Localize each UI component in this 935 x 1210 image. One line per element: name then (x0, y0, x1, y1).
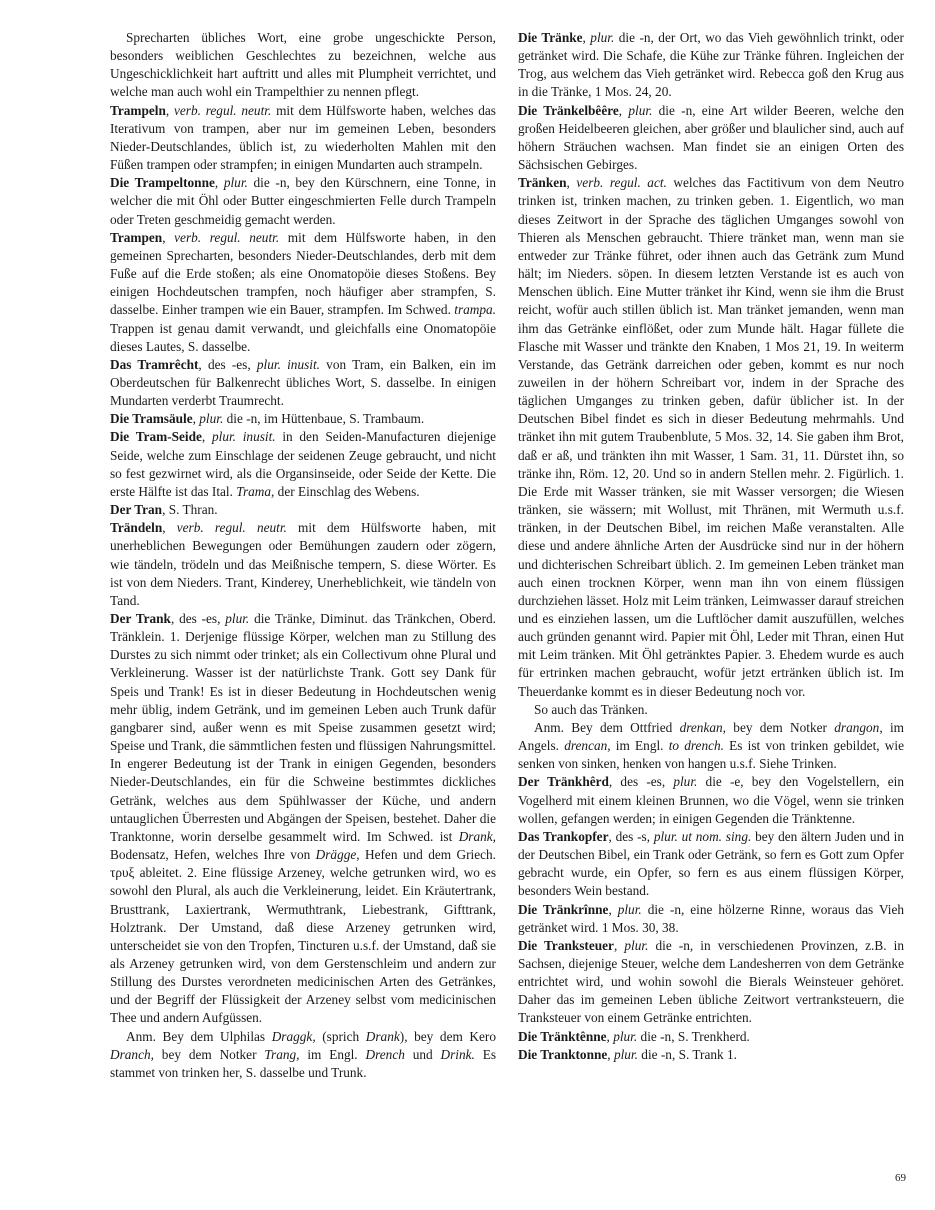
entry-text: die -n, eine Art wilder Beeren, welche den großen Heidelbeeren gleichen, aber größer und blaulicher sind, auch auf höhern Sträuchen wachsen. Man findet sie an einigen Orten des Sächsischen Gebirges. (518, 102, 904, 173)
page-number: 69 (895, 1172, 906, 1184)
italic-text: plur. (613, 1028, 638, 1044)
entry-text: bey den ältern Juden und in der Deutschen Bibel, ein Trank oder Getränk, so fern es Gott zum Opfer gebracht wurde, ein Opfer, so fern es aus einem flüssigen Körper, besonders Wein bestand. (518, 828, 905, 899)
dictionary-entry (518, 773, 904, 827)
entry-text: im Engl. (299, 1046, 366, 1062)
italic-text: plur. (624, 937, 649, 953)
italic-text: verb. regul. neutr. (174, 229, 280, 245)
entry-text: , (618, 102, 629, 118)
italic-text: plur. (617, 901, 642, 917)
headword: Die Tram-Seide (110, 429, 202, 445)
dictionary-entry (518, 1046, 904, 1064)
italic-text: Trama, (236, 483, 275, 499)
italic-text: plur. (199, 411, 224, 427)
entry-text: die -n, S. Trank 1. (637, 1046, 737, 1062)
dictionary-entry (110, 410, 496, 428)
entry-text: , (165, 102, 174, 118)
dictionary-entry (518, 828, 904, 901)
headword: Die Trampeltonne (110, 175, 215, 191)
entry-text: , (607, 1046, 614, 1062)
entry-text: die -n, S. Trenkherd. (637, 1028, 750, 1044)
entry-text: der Einschlag des Webens. (274, 483, 420, 499)
italic-text: drenkan, (679, 719, 726, 735)
entry-text: im Angels. (518, 719, 904, 754)
entry-text: , des -es, (608, 774, 674, 790)
headword: Trändeln (110, 520, 163, 536)
entry-text: , (162, 520, 177, 536)
entry-text: in den Seiden-Manufacturen diejenige Seide, welche zum Einschlage der seidenen Zeuge gebraucht, und nicht so fest gezwirnet wird, als die Organsinseide, oder Seide der Kette. Die erste Hälfte ist das Ital. (110, 429, 496, 499)
entry-text: , (606, 1028, 614, 1044)
italic-text: plur. (223, 175, 248, 191)
italic-text: Trang, (264, 1046, 300, 1062)
entry-text: von Tram, ein Balken, ein im Oberdeutschen für Balkenrecht übliches Wort, S. dasselbe. In einigen Mundarten verderbt Traumrecht. (110, 356, 497, 409)
entry-text: , S. Thran. (162, 502, 218, 518)
entry-text: ), bey dem Kero (399, 1028, 496, 1044)
entry-text: , des -s, (608, 828, 654, 844)
italic-text: plur. inusit. (256, 356, 320, 372)
italic-text: drangon, (834, 719, 883, 735)
entry-text: mit dem Hülfsworte haben, welches das Iterativum von trampen, aber nur im gemeinen Leben, besonders Nieder-Deutschlandes, üblich ist, zu wiederholten Mahlen mit den Füßen trampen oder strampfen; in einigen Mundarten auch strampeln. (110, 102, 496, 173)
entry-text: , des -es, (170, 611, 226, 626)
italic-text: plur. (225, 611, 250, 626)
headword: Trampeln (110, 102, 166, 118)
dictionary-entry (518, 901, 904, 937)
entry-text: Anm. Bey dem Ottfried (534, 719, 680, 735)
headword: Die Tränktênne (518, 1028, 607, 1044)
headword: Tränken (518, 175, 567, 191)
entry-text: die -n, in verschiedenen Provinzen, z.B. in Sachsen, diejenige Steuer, welche dem Landesherren von dem Getränke entrichtet wird, und wohin sowohl die Bierals Weinsteuer gehöret. Daher das im gemeinen Leben übliche Zeitwort vertranksteuern, die Tranksteuer von einem Getränke entrichten. (518, 937, 904, 1026)
italic-text: plur. (673, 774, 698, 790)
dictionary-entry (518, 1028, 904, 1046)
entry-text: Sprecharten übliches Wort, eine grobe ungeschickte Person, besonders weiblichen Geschlechtes zu bezeichnen, welche aus Ungeschicklichkeit hart auftritt und alles mit Plumpheit verrichtet, und welche man auch wohl ein Trampelthier zu nennen pflegt. (110, 30, 496, 100)
italic-text: to drench. (668, 738, 724, 754)
right-column (518, 29, 904, 1064)
entry-text: die -e, bey den Vogelstellern, ein Vogelherd mit einem kleinen Brunnen, wo die Vögel, wenn sie trinken wollen, gefangen werden; in einigen Gegenden die Tränktenne. (518, 774, 904, 826)
entry-text: , (582, 30, 591, 45)
headword: Die Tränkelbêêre (518, 102, 619, 118)
headword: Der Trank (110, 611, 171, 626)
entry-text: Es ist von trinken gebildet, wie senken von sinken, henken von hangen u.s.f. Siehe Trinken. (518, 738, 904, 772)
italic-text: verb. regul. neutr. (174, 102, 272, 118)
entry-text: und (404, 1046, 441, 1062)
entry-text: , (201, 429, 212, 445)
entry-text: , (608, 901, 618, 917)
entry-text: die -n, der Ort, wo das Vieh gewöhnlich trinkt, oder getränket wird. Die Schafe, die Kühe zur Tränke führen. Ingleichen der Trog, aus welchem das Vieh getränket wird. Rebecca goß den Krug aus in die Tränke, 1 Mos. 24, 20. (518, 30, 904, 100)
entry-text: Bodensatz, Hefen, welches Ihre von (110, 847, 316, 863)
entry-text: Trappen ist genau damit verwandt, und gleichfalls eine Onomatopöie dieses Lautes, S. dasselbe. (110, 320, 496, 354)
paragraph (110, 1028, 496, 1082)
entry-text: die Tränke, Diminut. das Tränkchen, Oberd. Tränklein. 1. Derjenige flüssige Körper, welchen man zu Stillung des Durstes zu sich nimmt oder trinket; als ein Collectivum ohne Plural und Verkleinerung. Wasser ist der natürlichste Trank. Gott sey Dank für Speis und Trank! Es ist in dieser Bedeutung in Hochdeutschen wenig mehr üblig, indem Getränk, und im gemeinen Leben auch Trunk dafür gangbarer sind, außer wenn es mit Speise zusammen gesetzt wird; Speise und Trank, die sämmtlichen festen und flüssigen Nahrungsmittel. In engerer Bedeutung ist der Trank in einigen Gegenden, besonders Nieder-Deutschlandes, ein für die Schweine bestimmtes dickliches Getränk, welches aus dem Spühlwasser der Küche, und andern untauglichen Überresten und Abgängen der Speisen, bestehet. Daher die Tranktonne, worin derselbe gesammelt wird. Im Schwed. ist (110, 611, 496, 844)
headword: Das Trankopfer (518, 828, 609, 844)
headword: Das Tramrêcht (110, 356, 199, 372)
italic-text: trampa. (454, 302, 496, 318)
italic-text: Drank (365, 1028, 400, 1044)
italic-text: plur. ut nom. sing. (653, 828, 752, 844)
dictionary-entry (518, 937, 904, 1028)
dictionary-entry (518, 102, 904, 175)
paragraph (518, 719, 904, 773)
dictionary-entry (110, 356, 496, 410)
entry-text: , (566, 175, 577, 191)
italic-text: drencan, (564, 738, 611, 754)
dictionary-entry (110, 229, 496, 356)
italic-text: Drank, (458, 828, 496, 844)
headword: Trampen (110, 229, 163, 245)
dictionary-entry (518, 29, 904, 102)
left-column (110, 29, 496, 1082)
italic-text: plur. inusit. (211, 429, 276, 445)
headword: Der Tränkhêrd (518, 774, 609, 790)
entry-text: bey dem Notker (725, 719, 835, 735)
italic-text: plur. (628, 102, 653, 118)
entry-text: Es stammet von trinken her, S. dasselbe und Trunk. (110, 1046, 497, 1080)
dictionary-entry (110, 501, 496, 519)
italic-text: Drink. (440, 1046, 475, 1062)
dictionary-entry (110, 102, 496, 175)
entry-text: Hefen und dem Griech. τρυξ ableitet. 2. Eine flüssige Arzeney, welche getrunken wird, wo es sowohl den Plural, als auch die Verkleinerung, leidet. Ein Kräutertrank, Brusttrank, Laxiertrank, Wermuthtrank, Liebestrank, Gifttrank, Holztrank. Der Umstand, daß diese Arzeney getrunken wird, unterscheidet sie von den Tropfen, Tincturen u.s.f. der Umstand, daß sie als Arzeney getrunken wird, von dem Gerstenschleim und andern zur Stillung des Durstes verordneten medicinischen Arten des Getränkes, und der Begriff der Flüssigkeit der Arzeney selbst vom medicinischen Thee und andern Aufgüssen. (110, 847, 496, 1026)
italic-text: verb. regul. neutr. (176, 520, 287, 536)
entry-text: die -n, im Hüttenbaue, S. Trambaum. (223, 411, 425, 427)
headword: Die Tränke (518, 30, 583, 45)
italic-text: Draggk, (271, 1028, 316, 1044)
paragraph (518, 701, 904, 719)
entry-text: , (162, 229, 175, 245)
italic-text: Drägge, (315, 847, 360, 863)
headword: Die Tränkrînne (518, 901, 609, 917)
dictionary-entry (110, 519, 496, 610)
headword: Die Tranktonne (518, 1046, 608, 1062)
entry-text: mit dem Hülfsworte haben, in den gemeinen Sprecharten, besonders Nieder-Deutschlandes, derb mit dem Fuße auf die Erde stoßen; als eine Onomatopöie dieses Stoßens. Bey einigen Hochdeutschen trampfen, noch häufiger aber strampfen, S. dasselbe. Einher trampen wie ein Bauer, strampfen. Im Schwed. (110, 229, 496, 318)
dictionary-entry (518, 174, 904, 701)
headword: Die Tranksteuer (518, 937, 614, 953)
italic-text: plur. (613, 1046, 638, 1062)
entry-text: So auch das Tränken. (534, 701, 648, 717)
entry-text: Anm. Bey dem Ulphilas (126, 1028, 272, 1044)
entry-text: , des -es, (198, 356, 257, 372)
entry-text: die -n, bey den Kürschnern, eine Tonne, in welcher die mit Öhl oder Butter eingeschmierten Felle durch Trampeln oder Treten geschmeidig gemacht werden. (110, 175, 496, 227)
entry-text: mit dem Hülfsworte haben, mit unerheblichen Bewegungen oder Bemühungen zaudern oder zögern, wie tändeln, trödeln und das Meißnische tempern, S. diese Wörter. Es ist von dem Nieders. Trant, Kinderey, Unerheblichkeit, wie tändeln von Tand. (110, 520, 496, 608)
entry-text: die -n, eine hölzerne Rinne, woraus das Vieh getränket wird. 1 Mos. 30, 38. (518, 901, 904, 935)
dictionary-entry (110, 428, 496, 501)
headword: Die Tramsäule (110, 411, 193, 427)
italic-text: plur. (590, 30, 615, 45)
entry-text: im Engl. (610, 738, 669, 754)
entry-text: (sprich (315, 1028, 366, 1044)
dictionary-entry (110, 174, 496, 228)
paragraph (110, 29, 496, 102)
dictionary-entry (110, 610, 496, 1028)
entry-text: welches das Factitivum von dem Neutro trinken ist, trinken machen, zu trinken geben. 1. Eigentlich, wo man dieses Zeitwort in der Sprache des täglichen Umganges sowohl von Thieren als Menschen gebraucht. Thiere tränket man, wenn man sie entweder zur Tränke führet, oder ihnen auch das Getränk zum Mund hält; im Nieders. söpen. In diesem letzten Verstande ist es auch von Menschen üblich. Eine Mutter tränket ihr Kind, wenn sie ihm die Brust reicht, wofür auch stillen üblich ist. Man tränket jemanden, wenn man ihm das Getränke einflößet, oder zum Munde hält. Hagar füllete die Flasche mit Wasser und tränkte den Knaben, 1 Mos 21, 19. In weiterm Verstande, das Getränk darreichen oder geben, kommt es nur noch zuweilen in der höhern Schreibart vor, indem in der Sprache des täglichen Umganges zu trinken geben, dafür üblicher ist. In der Deutschen Bibel findet es sich in dieser Bedeutung mehrmahls. Und tränket ihn mit gutem Traubenblute, 5 Mos. 32, 14. Sie gaben ihm Brot, daß er aß, und tränkten ihn mit Wasser, 1 Sam. 31, 11. Dürstet ihn, so tränke ihn, Röm. 12, 20. Und so in andern Stellen mehr. 2. Figürlich. 1. Die Erde mit Wasser tränken, sie mit Wasser versorgen; die Wiesen tränken, sie wässern; mit Wollust, mit Thränen, mit Wermuth u.s.f. tränken, in der Deutschen Bibel, im reichen Maße veranstalten. Alle diese und andere ähnliche Arten der Ausdrücke sind nur in der höhern und dichterischen Schreibart üblich. 2. Im gemeinen Leben tränket man auch einen trocknen Körper, wenn man ihn von einem flüssigen durchziehen lässet. Holz mit Leim tränken, Leimwasser darauf streichen und es einziehen lassen, um die Luftlöcher damit auszufüllen, welches auch gründen genannt wird. Papier mit Öhl, Leder mit Thran, einen Hut mit Leim tränken. Mit Öhl getränktes Papier. 3. Ehedem wurde es auch für ertrinken machen gebraucht, wofür jetzt ertränken üblich ist. Im Theuerdanke kommt es in dieser Bedeutung noch vor. (518, 175, 904, 699)
italic-text: Drench (365, 1046, 405, 1062)
italic-text: verb. regul. act. (576, 175, 667, 191)
entry-text: , (214, 175, 224, 191)
entry-text: , (613, 937, 625, 953)
entry-text: bey dem Notker (153, 1046, 265, 1062)
italic-text: Dranch, (110, 1046, 154, 1062)
headword: Der Tran (110, 502, 163, 518)
entry-text: , (192, 411, 200, 427)
